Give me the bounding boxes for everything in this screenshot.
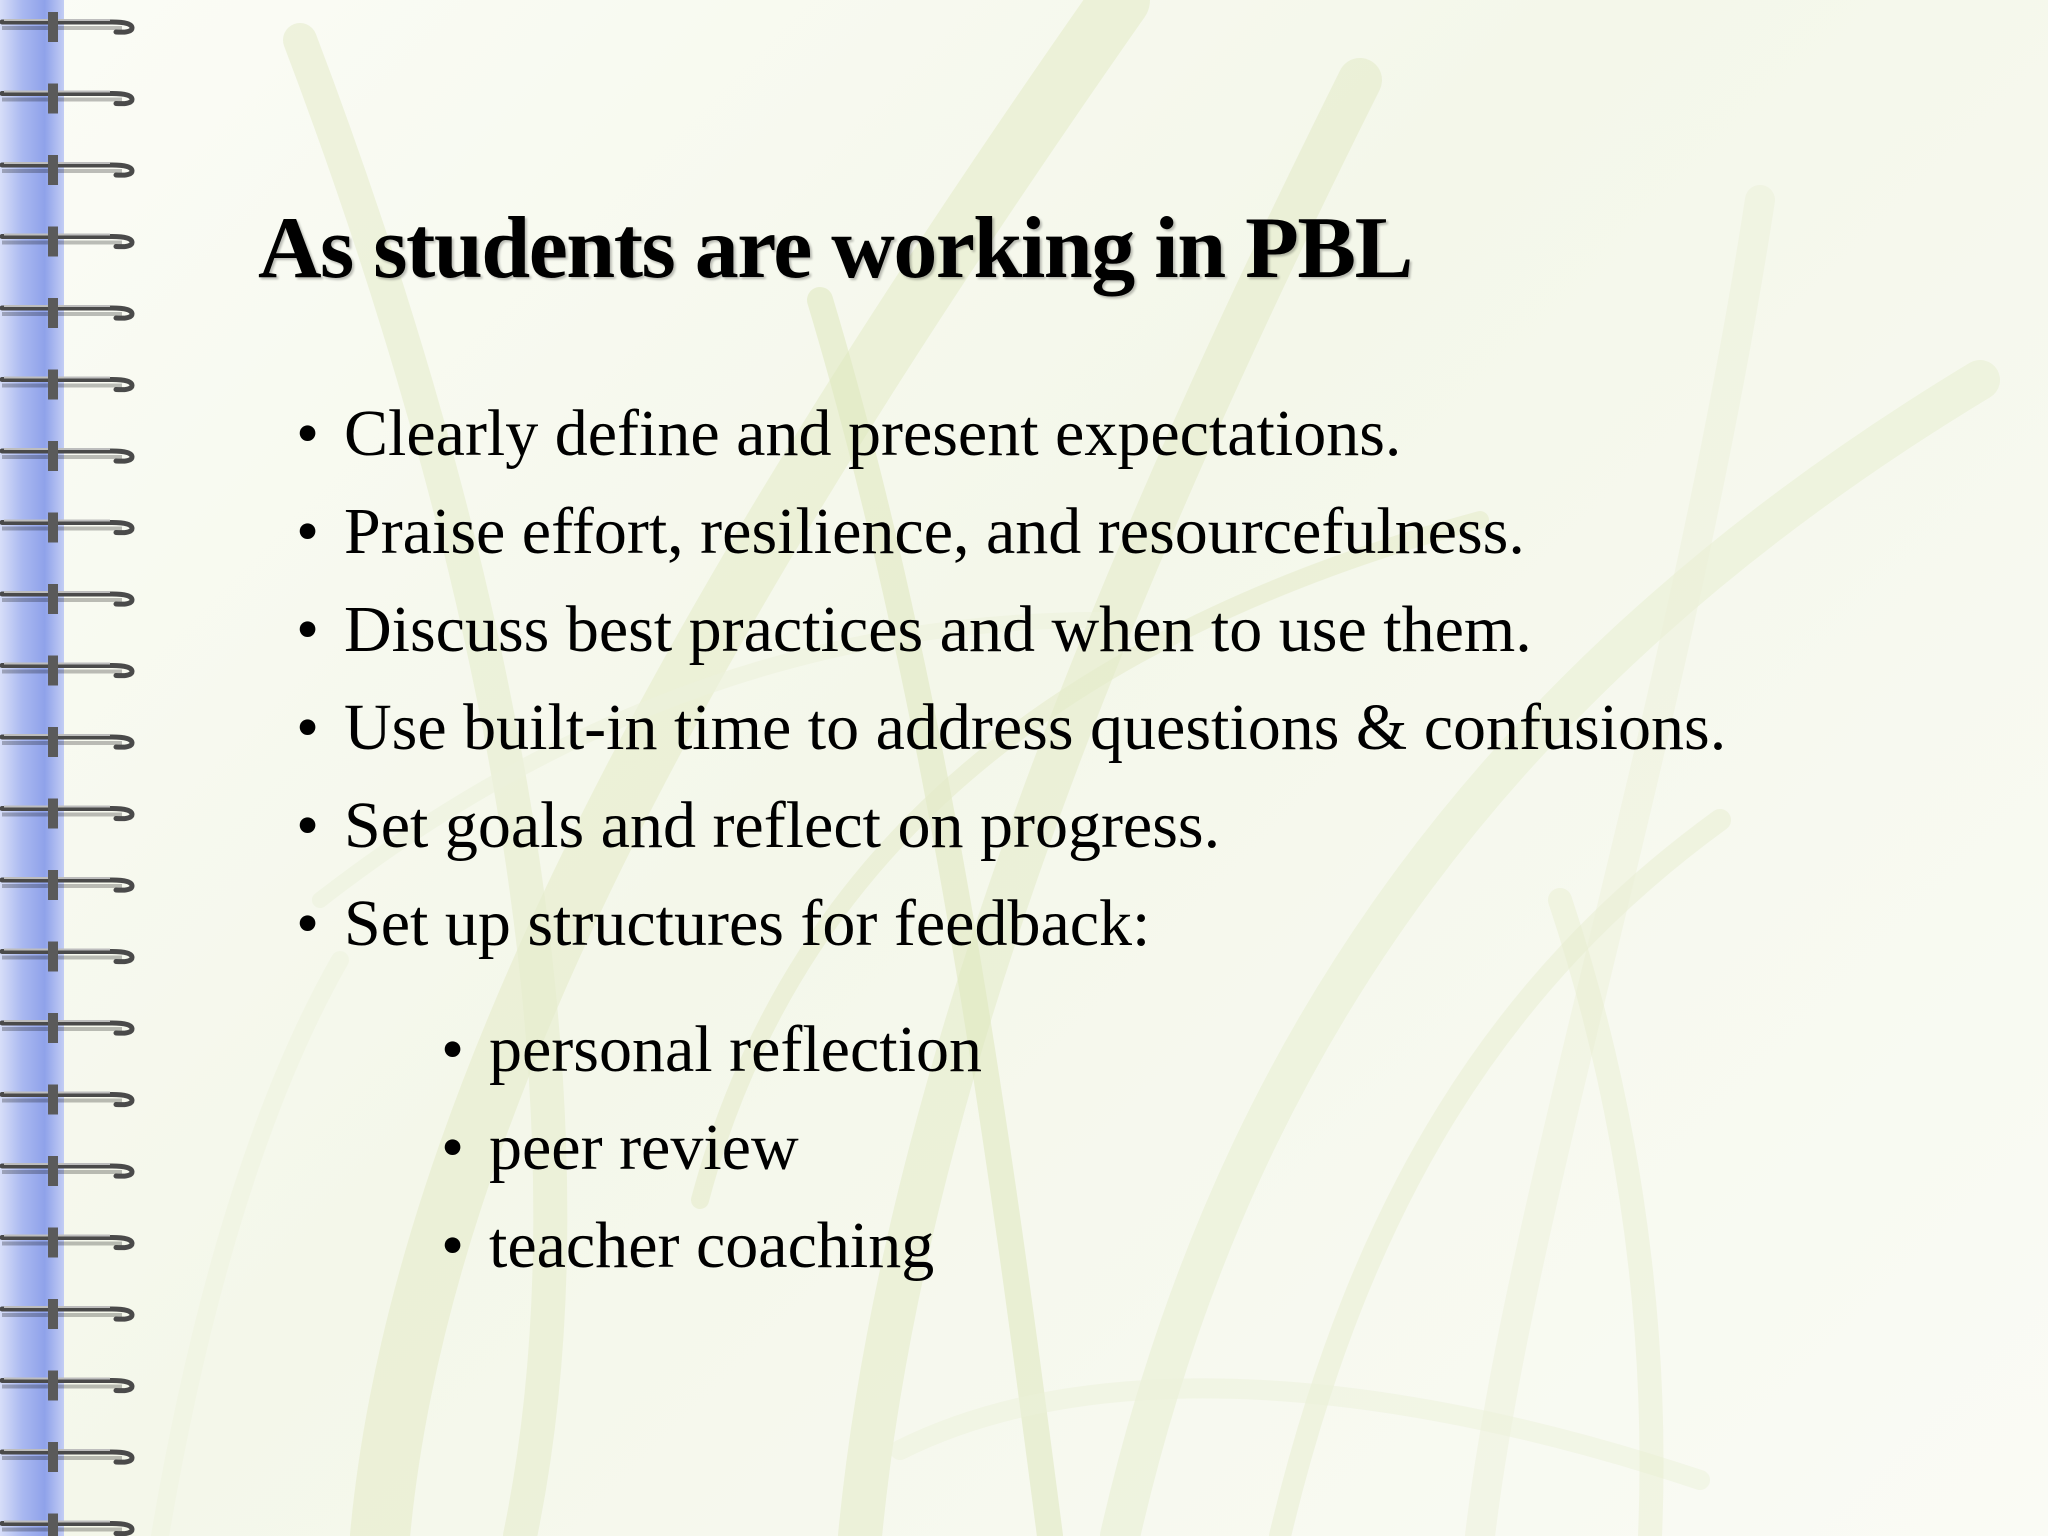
- bullet-item: [296, 777, 1726, 875]
- sub-bullet-item: [441, 1197, 982, 1295]
- bullet-glyph: •: [296, 397, 320, 470]
- bullet-glyph: •: [441, 1209, 465, 1282]
- sub-bullet-text: peer review: [489, 1111, 799, 1184]
- bullet-glyph: •: [441, 1111, 465, 1184]
- binding-ring: [2, 942, 132, 972]
- bullet-item: [296, 385, 1726, 483]
- binding-ring: [2, 1085, 132, 1115]
- binding-ring: [2, 227, 132, 257]
- binding-ring: [2, 727, 132, 757]
- slide-title: As students are working in PBL: [258, 200, 1412, 297]
- bullet-glyph: •: [296, 593, 320, 666]
- binding-ring: [2, 155, 132, 185]
- sub-bullet-list: [441, 1001, 982, 1295]
- binding-ring: [2, 441, 132, 471]
- spiral-binding: [0, 0, 150, 1536]
- binding-ring: [2, 370, 132, 400]
- bullet-item: [296, 483, 1726, 581]
- bullet-text: Use built-in time to address questions & confusions.: [344, 691, 1727, 764]
- bullet-item: [296, 581, 1726, 679]
- binding-ring: [2, 1299, 132, 1329]
- bullet-glyph: •: [441, 1013, 465, 1086]
- binding-ring: [2, 870, 132, 900]
- sub-bullet-item: [441, 1001, 982, 1099]
- bullet-list: [296, 385, 1726, 973]
- bullet-glyph: •: [296, 887, 320, 960]
- bullet-item: [296, 679, 1726, 777]
- binding-ring: [2, 656, 132, 686]
- bullet-text: Set up structures for feedback:: [344, 887, 1151, 960]
- bullet-text: Clearly define and present expectations.: [344, 397, 1402, 470]
- binding-ring: [2, 1156, 132, 1186]
- binding-ring: [2, 1514, 132, 1536]
- sub-bullet-text: personal reflection: [489, 1013, 982, 1086]
- bullet-glyph: •: [296, 495, 320, 568]
- binding-ring: [2, 513, 132, 543]
- sub-bullet-text: teacher coaching: [489, 1209, 935, 1282]
- sub-bullet-item: [441, 1099, 982, 1197]
- binding-ring: [2, 1371, 132, 1401]
- binding-ring: [2, 12, 132, 42]
- binding-ring: [2, 799, 132, 829]
- bullet-text: Praise effort, resilience, and resourcefulness.: [344, 495, 1525, 568]
- binding-ring: [2, 298, 132, 328]
- bullet-glyph: •: [296, 691, 320, 764]
- binding-ring: [2, 1442, 132, 1472]
- bullet-text: Discuss best practices and when to use them.: [344, 593, 1532, 666]
- binding-ring: [2, 1228, 132, 1258]
- binding-ring: [2, 1013, 132, 1043]
- binding-ring: [2, 584, 132, 614]
- bullet-glyph: •: [296, 789, 320, 862]
- binding-ring: [2, 84, 132, 114]
- bullet-text: Set goals and reflect on progress.: [344, 789, 1221, 862]
- bullet-item: [296, 875, 1726, 973]
